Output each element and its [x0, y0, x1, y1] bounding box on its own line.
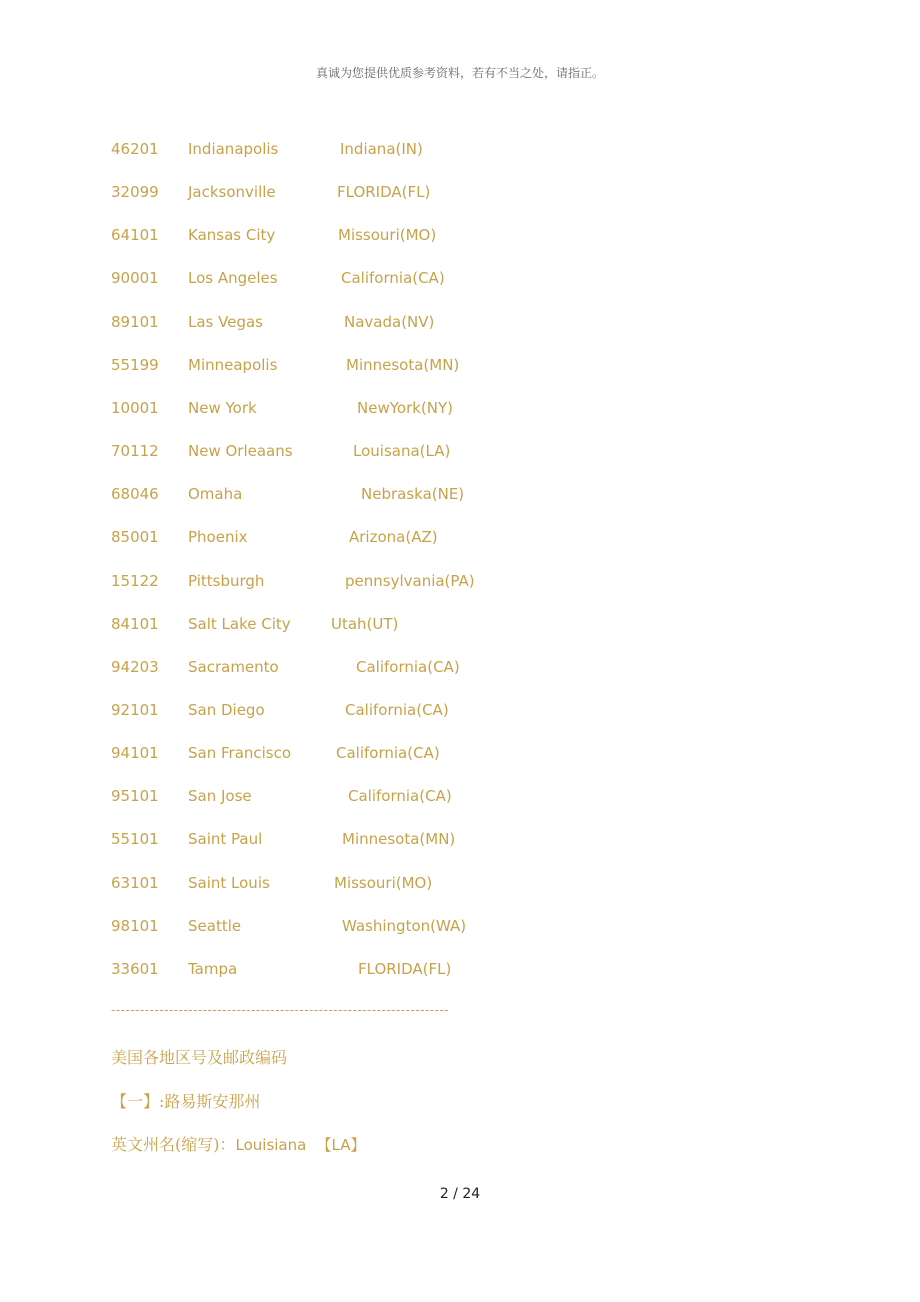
zip-code: 64101	[111, 226, 159, 245]
state-name: FLORIDA(FL)	[337, 183, 431, 202]
section-title: 美国各地区号及邮政编码	[111, 1048, 288, 1067]
state-name: Washington(WA)	[342, 916, 467, 935]
zip-code: 94203	[111, 657, 159, 676]
zip-code: 92101	[111, 700, 159, 719]
state-name: Missouri(MO)	[334, 873, 433, 892]
city-name: Sacramento	[188, 657, 279, 676]
zip-code: 68046	[111, 485, 159, 504]
city-name: Los Angeles	[188, 269, 278, 288]
city-name: Tampa	[188, 959, 238, 978]
zip-code: 85001	[111, 528, 159, 547]
page-header-note: 真诚为您提供优质参考资料，若有不当之处，请指正。	[315, 66, 604, 80]
city-name: Salt Lake City	[188, 614, 291, 633]
state-abbreviation: 【LA】	[316, 1136, 366, 1154]
state-name: Navada(NV)	[344, 312, 435, 331]
city-name: Kansas City	[188, 226, 276, 245]
zip-code: 98101	[111, 916, 159, 935]
state-name: Minnesota(MN)	[346, 355, 460, 374]
city-name: New Orleaans	[188, 442, 293, 461]
zip-code: 90001	[111, 269, 159, 288]
state-name: Louisana(LA)	[353, 442, 451, 461]
zip-code: 46201	[111, 140, 159, 158]
city-name: Minneapolis	[188, 355, 278, 374]
state-name: California(CA)	[341, 269, 445, 288]
zip-code: 15122	[111, 571, 159, 590]
city-name: San Francisco	[188, 744, 292, 763]
zip-code: 95101	[111, 787, 159, 806]
state-name: Missouri(MO)	[338, 226, 437, 245]
state-name: California(CA)	[348, 787, 452, 806]
city-name: Saint Paul	[188, 830, 263, 849]
state-name: pennsylvania(PA)	[345, 571, 475, 590]
zip-code: 33601	[111, 959, 159, 978]
zip-code: 10001	[111, 398, 159, 417]
page-number: 2 / 24	[439, 1186, 481, 1202]
state-name: California(CA)	[336, 744, 440, 763]
city-name: Seattle	[188, 916, 242, 935]
city-name: Indianapolis	[188, 140, 279, 158]
state-name: Arizona(AZ)	[349, 528, 438, 547]
state-name: Utah(UT)	[331, 614, 399, 633]
state-name: FLORIDA(FL)	[358, 959, 452, 978]
city-name: San Jose	[188, 787, 252, 806]
zip-code: 55199	[111, 355, 159, 374]
city-name: New York	[188, 398, 257, 417]
city-name: Saint Louis	[188, 873, 270, 892]
state-name: Nebraska(NE)	[361, 485, 465, 504]
section-subtitle: 【一】:路易斯安那州	[111, 1092, 261, 1111]
zip-code: 55101	[111, 830, 159, 849]
city-name: Las Vegas	[188, 312, 263, 331]
zip-code: 70112	[111, 442, 159, 461]
city-name: Omaha	[188, 485, 243, 504]
city-name: Phoenix	[188, 528, 248, 547]
state-name: NewYork(NY)	[357, 398, 454, 417]
city-name: San Diego	[188, 700, 265, 719]
state-name: California(CA)	[356, 657, 460, 676]
state-name: California(CA)	[345, 700, 449, 719]
city-name: Pittsburgh	[188, 571, 265, 590]
state-label: 英文州名(缩写)：	[111, 1135, 236, 1154]
state-english-name: Louisiana	[235, 1136, 307, 1154]
city-name: Jacksonville	[188, 183, 276, 202]
state-name: Minnesota(MN)	[342, 830, 456, 849]
zip-code: 84101	[111, 614, 159, 633]
separator-line: ----------------------------------------------------------------------	[111, 1003, 450, 1017]
state-name-line	[111, 1132, 365, 1155]
zip-code: 94101	[111, 744, 159, 763]
zip-code: 32099	[111, 183, 159, 202]
zip-code: 89101	[111, 312, 159, 331]
state-name: Indiana(IN)	[340, 140, 423, 158]
zip-code: 63101	[111, 873, 159, 892]
